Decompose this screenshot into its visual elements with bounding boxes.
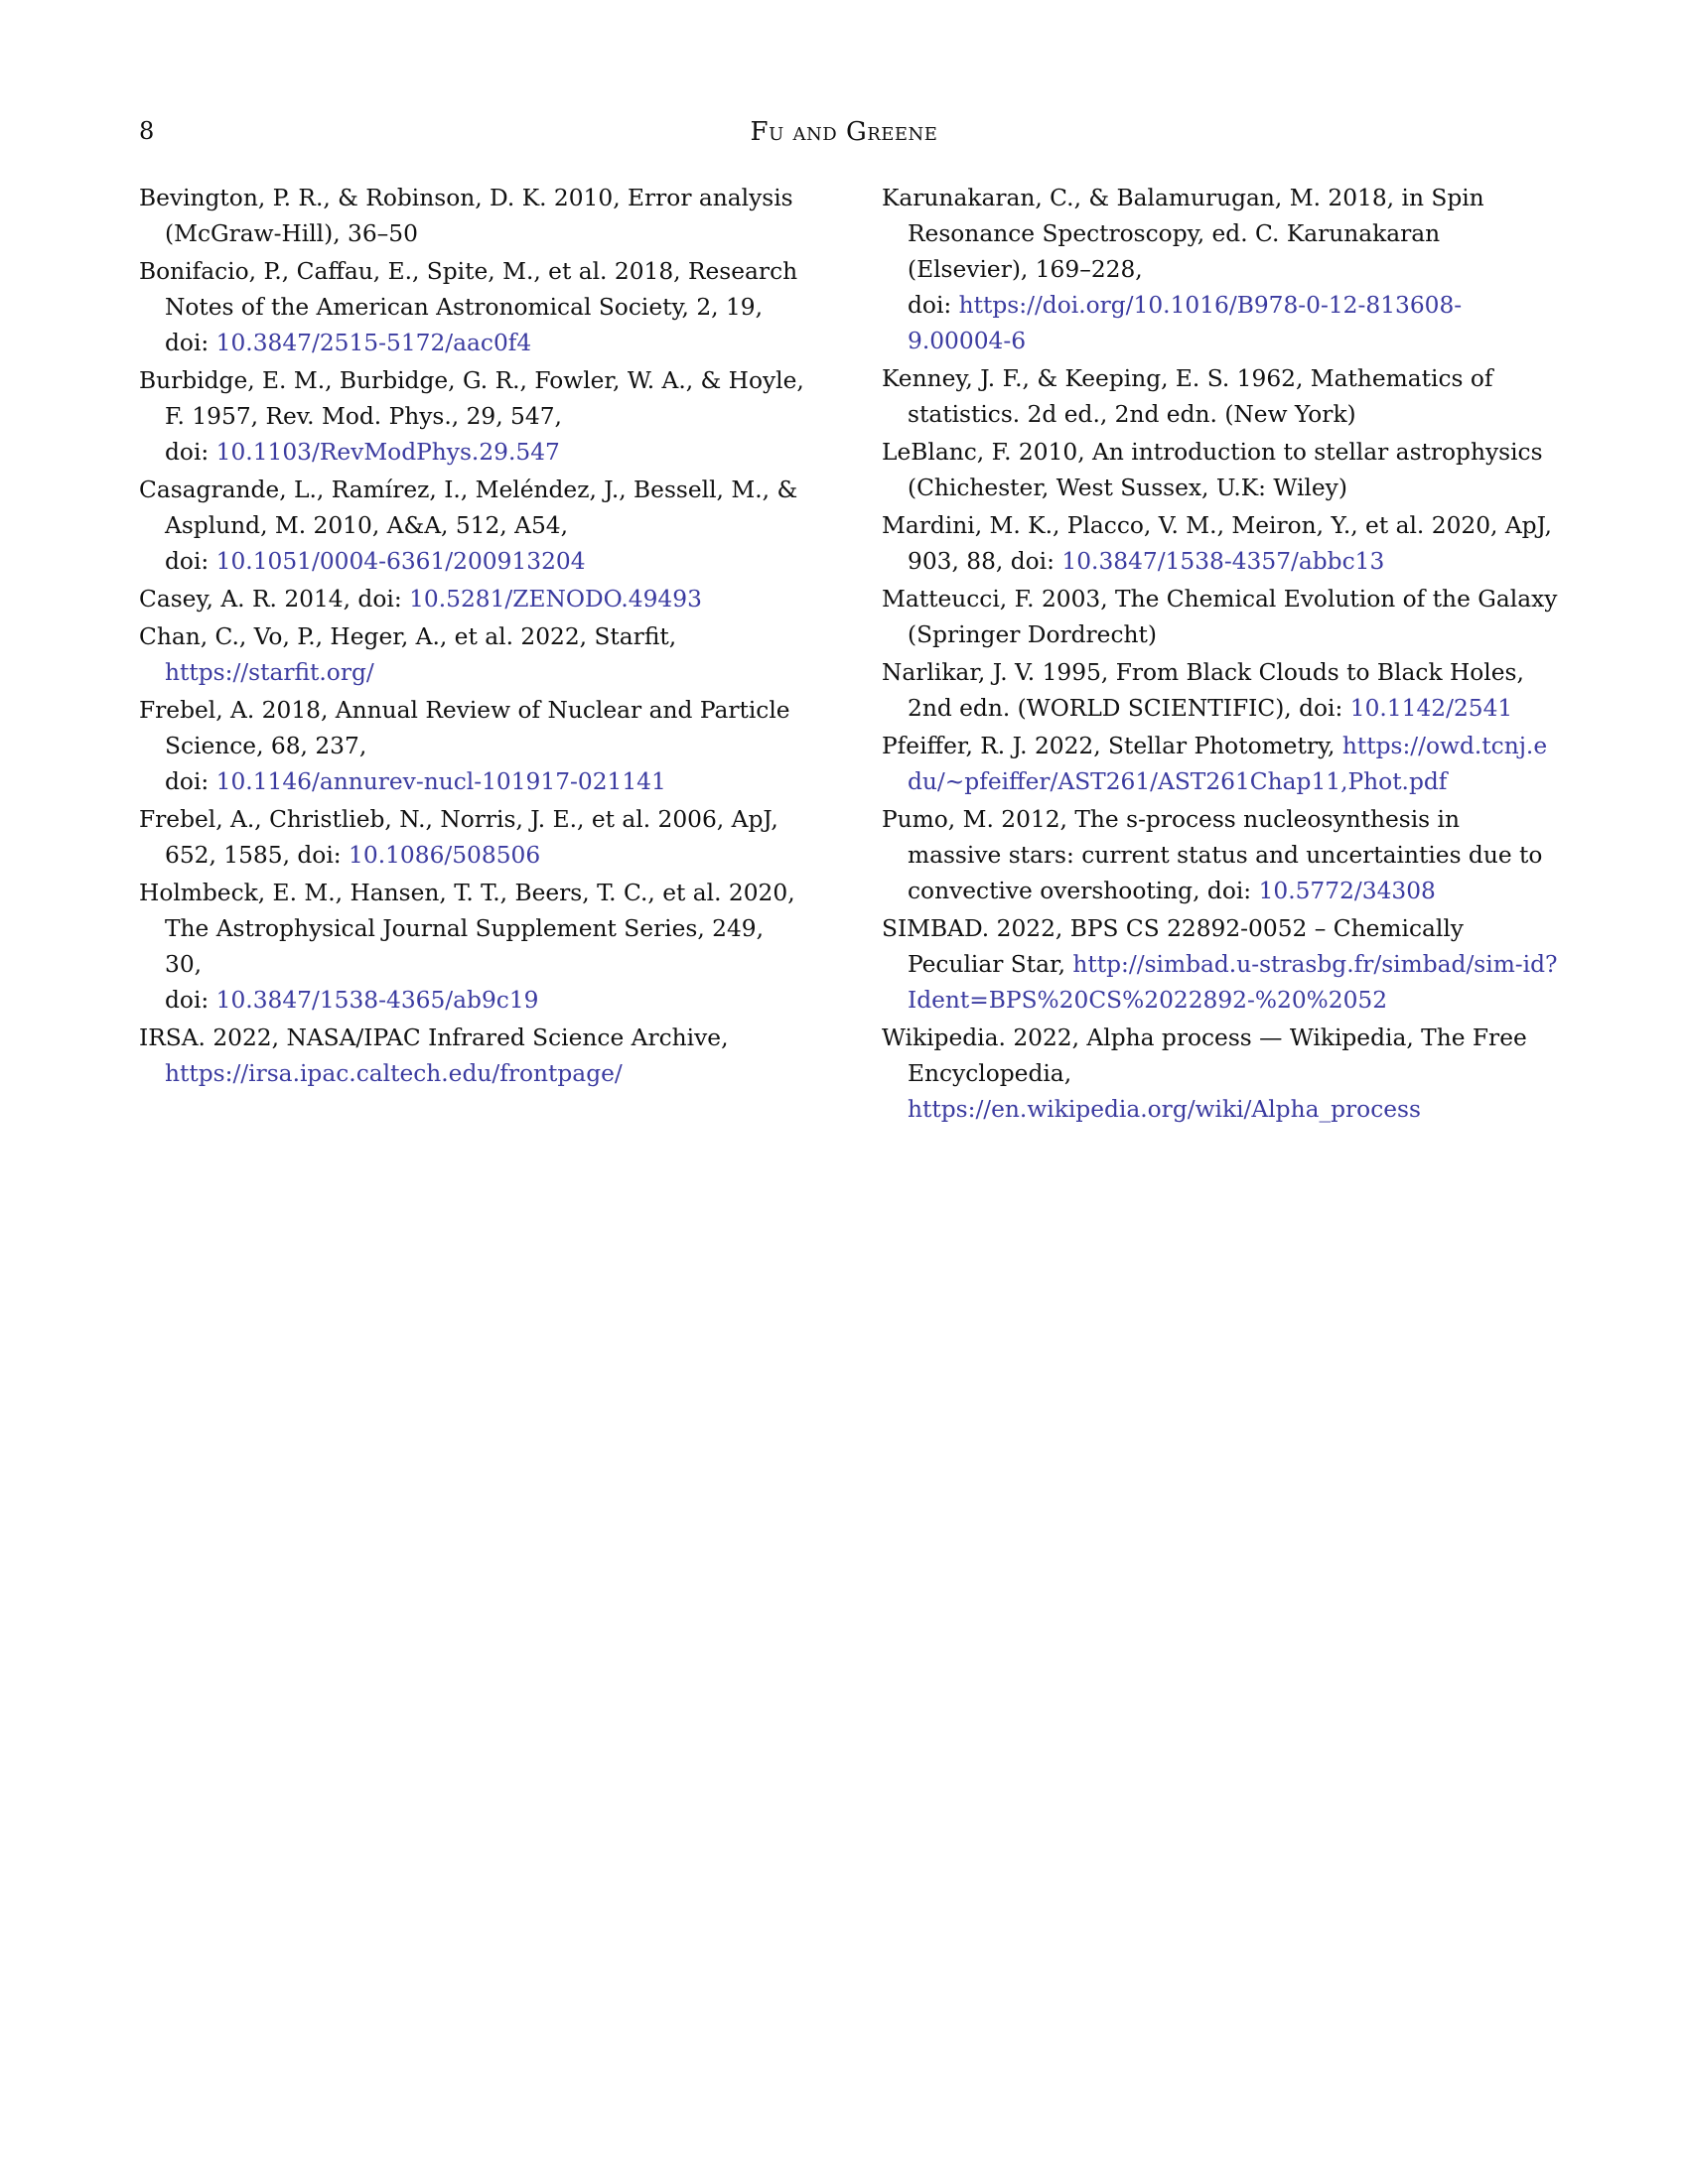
reference-text: Wikipedia. 2022, Alpha process — Wikipedia, The Free Encyclopedia, bbox=[882, 1024, 1527, 1087]
reference-link[interactable]: 10.1051/0004-6361/200913204 bbox=[215, 548, 586, 575]
reference-text: SIMBAD. 2022, BPS CS 22892-0052 – Chemically Peculiar Star, bbox=[882, 915, 1464, 978]
reference-link[interactable]: 10.1086/508506 bbox=[349, 842, 541, 869]
reference-prefix: doi: bbox=[165, 330, 216, 356]
reference-link[interactable]: 10.3847/1538-4357/abbc13 bbox=[1061, 548, 1385, 575]
reference-prefix: doi: bbox=[908, 292, 959, 319]
reference-link[interactable]: 10.1103/RevModPhys.29.547 bbox=[215, 439, 560, 466]
reference-entry bbox=[139, 619, 804, 691]
running-head: Fu and Greene bbox=[750, 117, 938, 147]
page-number: 8 bbox=[139, 117, 155, 145]
reference-text: IRSA. 2022, NASA/IPAC Infrared Science Archive, bbox=[139, 1024, 729, 1051]
reference-link[interactable]: http://simbad.u-strasbg.fr/simbad/sim-id?Ident=BPS%20CS%2022892-%20%2052 bbox=[908, 951, 1558, 1014]
reference-prefix: doi: bbox=[1199, 878, 1259, 904]
reference-prefix bbox=[1335, 733, 1341, 759]
reference-entry bbox=[882, 802, 1559, 909]
reference-text: Frebel, A., Christlieb, N., Norris, J. E., et al. 2006, ApJ, 652, 1585, bbox=[139, 806, 778, 869]
reference-entry bbox=[882, 361, 1559, 433]
references-left-column bbox=[139, 181, 804, 1094]
reference-link[interactable]: 10.1142/2541 bbox=[1349, 695, 1513, 722]
reference-text: Casey, A. R. 2014, bbox=[139, 586, 352, 613]
reference-entry bbox=[882, 435, 1559, 506]
reference-prefix: doi: bbox=[1003, 548, 1062, 575]
reference-link[interactable]: 10.5281/ZENODO.49493 bbox=[409, 586, 702, 613]
reference-text: Pumo, M. 2012, The s-process nucleosynthesis in massive stars: current status and uncertainties due to convective overshooting, bbox=[882, 806, 1543, 904]
reference-entry bbox=[882, 181, 1559, 359]
reference-entry bbox=[139, 876, 804, 1019]
reference-link[interactable]: 10.3847/1538-4365/ab9c19 bbox=[215, 987, 539, 1014]
reference-entry bbox=[139, 254, 804, 361]
reference-link[interactable]: https://irsa.ipac.caltech.edu/frontpage/ bbox=[165, 1060, 623, 1087]
reference-entry bbox=[139, 582, 804, 617]
reference-link[interactable]: 10.5772/34308 bbox=[1258, 878, 1436, 904]
reference-entry bbox=[882, 655, 1559, 727]
reference-prefix: doi: bbox=[165, 548, 216, 575]
reference-prefix: doi: bbox=[1291, 695, 1350, 722]
reference-text: Bonifacio, P., Caffau, E., Spite, M., et al. 2018, Research Notes of the American Astronomical Society, 2, 19, bbox=[139, 258, 798, 321]
reference-entry bbox=[139, 181, 804, 252]
reference-text: Frebel, A. 2018, Annual Review of Nuclear and Particle Science, 68, 237, bbox=[139, 697, 790, 759]
reference-prefix: doi: bbox=[165, 768, 216, 795]
reference-link[interactable]: 10.1146/annurev-nucl-101917-021141 bbox=[215, 768, 666, 795]
reference-prefix: doi: bbox=[165, 987, 216, 1014]
reference-entry bbox=[139, 802, 804, 874]
reference-text: Casagrande, L., Ramírez, I., Meléndez, J., Bessell, M., & Asplund, M. 2010, A&A, 512, A54, bbox=[139, 477, 798, 539]
reference-text: Bevington, P. R., & Robinson, D. K. 2010, Error analysis (McGraw-Hill), 36–50 bbox=[139, 185, 793, 247]
reference-entry bbox=[882, 1021, 1559, 1128]
reference-text: Matteucci, F. 2003, The Chemical Evolution of the Galaxy (Springer Dordrecht) bbox=[882, 586, 1558, 648]
reference-link[interactable]: https://doi.org/10.1016/B978-0-12-813608-9.00004-6 bbox=[908, 292, 1463, 354]
reference-entry bbox=[882, 582, 1559, 653]
reference-text: Narlikar, J. V. 1995, From Black Clouds to Black Holes, 2nd edn. (WORLD SCIENTIFIC), bbox=[882, 659, 1524, 722]
reference-link[interactable]: https://owd.tcnj.edu/~pfeiffer/AST261/AST261Chap11,Phot.pdf bbox=[908, 733, 1548, 795]
reference-link[interactable]: https://en.wikipedia.org/wiki/Alpha_process bbox=[908, 1096, 1421, 1123]
reference-text: Mardini, M. K., Placco, V. M., Meiron, Y., et al. 2020, ApJ, 903, 88, bbox=[882, 512, 1552, 575]
reference-text: Pfeiffer, R. J. 2022, Stellar Photometry, bbox=[882, 733, 1336, 759]
reference-text: Karunakaran, C., & Balamurugan, M. 2018, in Spin Resonance Spectroscopy, ed. C. Karunakaran (Elsevier), 169–228, bbox=[882, 185, 1484, 283]
reference-entry bbox=[882, 729, 1559, 800]
reference-entry bbox=[882, 508, 1559, 580]
reference-prefix: doi: bbox=[165, 439, 216, 466]
reference-entry bbox=[882, 911, 1559, 1019]
reference-text: LeBlanc, F. 2010, An introduction to stellar astrophysics (Chichester, West Sussex, U.K: Wiley) bbox=[882, 439, 1543, 501]
reference-text: Burbidge, E. M., Burbidge, G. R., Fowler, W. A., & Hoyle, F. 1957, Rev. Mod. Phys., 29, 547, bbox=[139, 367, 804, 430]
reference-prefix: doi: bbox=[351, 586, 410, 613]
references-right-column bbox=[882, 181, 1559, 1130]
reference-entry bbox=[139, 473, 804, 580]
reference-entry bbox=[139, 363, 804, 471]
reference-text: Holmbeck, E. M., Hansen, T. T., Beers, T. C., et al. 2020, The Astrophysical Journal Supplement Series, 249, 30, bbox=[139, 880, 795, 978]
reference-entry bbox=[139, 693, 804, 800]
reference-text: Chan, C., Vo, P., Heger, A., et al. 2022, Starfit, bbox=[139, 623, 677, 650]
reference-link[interactable]: https://starfit.org/ bbox=[165, 659, 374, 686]
reference-link[interactable]: 10.3847/2515-5172/aac0f4 bbox=[215, 330, 532, 356]
reference-text: Kenney, J. F., & Keeping, E. S. 1962, Mathematics of statistics. 2d ed., 2nd edn. (New York) bbox=[882, 365, 1493, 428]
reference-entry bbox=[139, 1021, 804, 1092]
reference-prefix: doi: bbox=[289, 842, 350, 869]
